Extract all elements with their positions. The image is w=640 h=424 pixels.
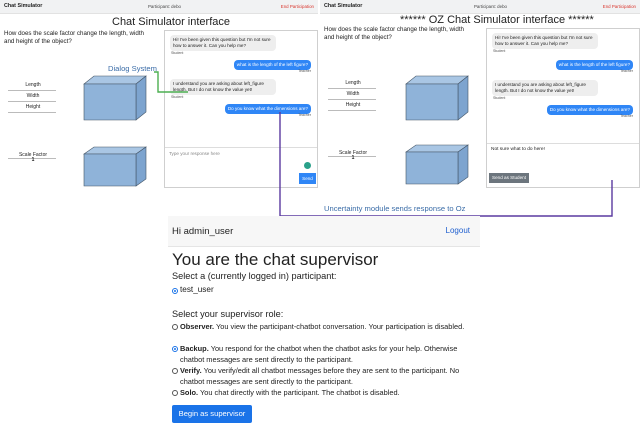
role-verify-name: Verify.: [180, 366, 202, 375]
left-msg-1-who: Student: [171, 51, 184, 55]
left-topbar: [0, 0, 318, 14]
role-radio-backup[interactable]: [172, 346, 178, 352]
right-msg-3-who: Student: [493, 96, 506, 100]
right-msg-4-who: Teacher: [620, 114, 633, 118]
right-topbar: [320, 0, 640, 14]
role-option-observer: [180, 321, 480, 332]
left-msg-4-who: Teacher: [298, 113, 311, 117]
role-radio-observer[interactable]: [172, 324, 178, 330]
right-scale-factor-value: 1: [351, 155, 355, 161]
role-option-solo: [180, 387, 480, 398]
right-chat-input[interactable]: Not sure what to do here!: [491, 147, 545, 152]
left-dim-length: Length: [25, 82, 41, 88]
right-msg-2-who: Teacher: [620, 69, 633, 73]
supervisor-navbar: [168, 216, 480, 247]
left-msg-3: I understand you are asking about left_figure length. But I do not know the value yet!: [170, 79, 276, 95]
dialog-system-connector: [150, 66, 190, 100]
left-bottom-cube: [80, 144, 150, 190]
send-as-student-button[interactable]: Send as Student: [489, 173, 529, 183]
right-width-slider[interactable]: [328, 99, 376, 100]
role-option-backup: [180, 343, 480, 365]
left-send-button[interactable]: Send: [299, 173, 316, 184]
right-msg-3: I understand you are asking about left_figure length. But I do not know the value yet!: [492, 80, 598, 96]
select-participant-label: Select a (currently logged in) participant:: [172, 271, 337, 281]
role-radio-solo[interactable]: [172, 390, 178, 396]
right-msg-4: Do you know what the dimensions are?: [547, 105, 633, 115]
right-length-slider[interactable]: [328, 88, 376, 89]
right-msg-1: Hi! I've been given this question but I'm not sure how to answer it. Can you help me?: [492, 33, 598, 49]
left-height-slider[interactable]: [8, 112, 56, 113]
participant-radio[interactable]: [172, 288, 178, 294]
left-dim-height: Height: [25, 104, 41, 110]
role-observer-name: Observer.: [180, 322, 215, 331]
logout-link[interactable]: Logout: [445, 226, 470, 235]
left-msg-3-who: Student: [171, 95, 184, 99]
left-panel-title: Chat Simulator interface: [112, 16, 230, 28]
role-verify-desc: You verify/edit all chatbot messages before they are sent to the participant. No chatbot messages are sent directly to the participant.: [180, 366, 460, 386]
role-backup-desc: You respond for the chatbot when the chatbot asks for your help. Otherwise chatbot messages are sent directly to the participant.: [180, 344, 458, 364]
participant-name: test_user: [180, 285, 214, 294]
role-backup-name: Backup.: [180, 344, 209, 353]
left-end-participation-link[interactable]: End Participation: [280, 3, 314, 9]
dialog-system-annotation: Dialog System: [108, 64, 157, 73]
left-length-slider[interactable]: [8, 90, 56, 91]
right-end-participation-link[interactable]: End Participation: [602, 3, 636, 9]
left-participant-label: Participant: debo: [148, 3, 181, 9]
left-chat-input[interactable]: Type your response here: [169, 151, 220, 156]
left-scale-factor-label: Scale Factor: [18, 152, 48, 158]
right-scale-factor-label: Scale Factor: [338, 150, 368, 156]
role-solo-name: Solo.: [180, 388, 199, 397]
right-dim-width: Width: [346, 91, 360, 97]
left-msg-4: Do you know what the dimensions are?: [225, 104, 311, 114]
uncertainty-annotation: Uncertainty module sends response to Oz: [324, 204, 466, 213]
left-width-slider[interactable]: [8, 101, 56, 102]
right-question: How does the scale factor change the length, width and height of the object?: [324, 26, 464, 41]
role-observer-desc: You view the participant-chatbot conversation. Your participation is disabled.: [216, 322, 465, 331]
right-dim-height: Height: [345, 102, 361, 108]
right-msg-2: what is the length of the left figure?: [556, 60, 633, 70]
left-msg-2-who: Teacher: [298, 69, 311, 73]
right-brand: Chat Simulator: [324, 3, 363, 9]
right-dim-length: Length: [345, 80, 361, 86]
right-panel-title: ****** OZ Chat Simulator interface ******: [400, 14, 594, 26]
left-dim-width: Width: [26, 93, 40, 99]
page-title: You are the chat supervisor: [172, 250, 379, 269]
left-question: How does the scale factor change the length, width and height of the object?: [4, 30, 144, 45]
left-brand: Chat Simulator: [4, 3, 43, 9]
right-msg-1-who: Student: [493, 49, 506, 53]
supervisor-page: [168, 216, 480, 424]
role-option-verify: [180, 365, 480, 387]
begin-as-supervisor-button[interactable]: Begin as supervisor: [172, 405, 252, 423]
left-top-cube: [80, 72, 150, 124]
role-radio-verify[interactable]: [172, 368, 178, 374]
left-scale-factor-value: 1: [31, 157, 35, 163]
role-solo-desc: You chat directly with the participant. The chatbot is disabled.: [200, 388, 400, 397]
right-participant-label: Participant: debo: [474, 3, 507, 9]
left-msg-2: what is the length of the left figure?: [234, 60, 311, 70]
left-msg-1: Hi! I've been given this question but I'm not sure how to answer it. Can you help me?: [170, 35, 276, 51]
greeting: Hi admin_user: [172, 226, 234, 237]
select-role-label: Select your supervisor role:: [172, 309, 284, 319]
